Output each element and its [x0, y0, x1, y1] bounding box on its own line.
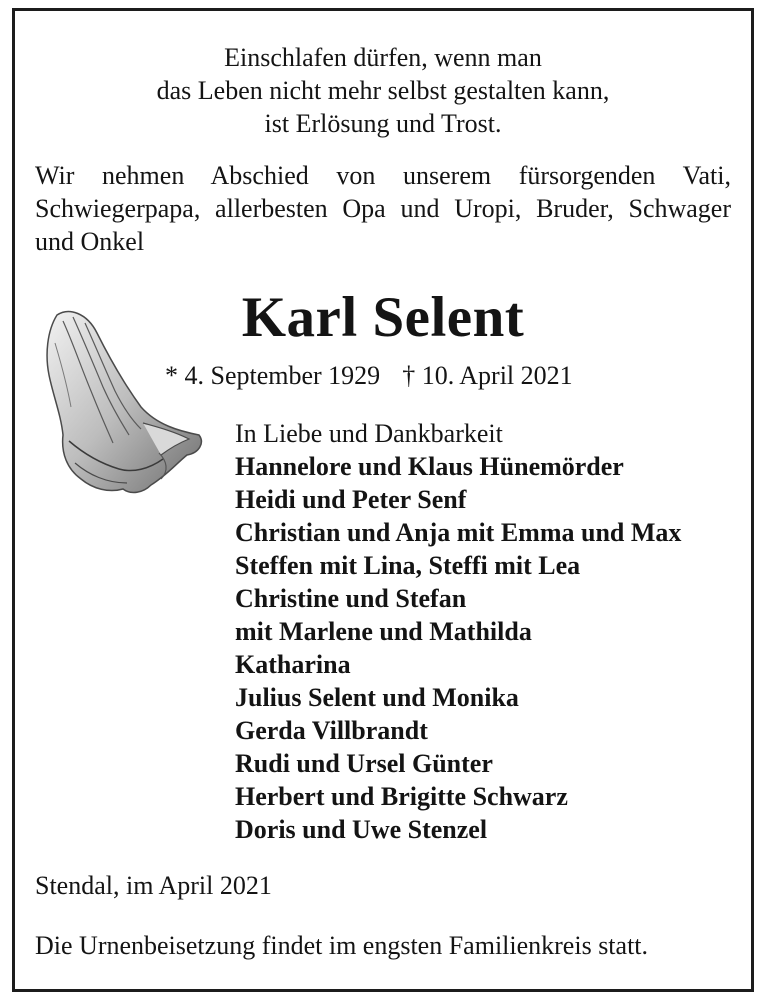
- mourner-entry: Doris und Uwe Stenzel: [235, 815, 488, 844]
- mourner-entry: mit Marlene und Mathilda: [235, 617, 532, 646]
- life-dates: [165, 359, 573, 392]
- memorial-quote: [15, 41, 751, 140]
- mourner-entry: Steffen mit Lina, Steffi mit Lea: [235, 551, 581, 580]
- farewell-text: [35, 159, 731, 258]
- quote-line: Einschlafen dürfen, wenn man: [224, 43, 542, 72]
- death-date: † 10. April 2021: [402, 361, 573, 390]
- quote-line: das Leben nicht mehr selbst gestalten kann,: [156, 76, 610, 105]
- mourner-entry: Christine und Stefan: [235, 584, 467, 613]
- mourners-lead: In Liebe und Dankbarkeit: [235, 419, 503, 448]
- burial-note: Die Urnenbeisetzung findet im engsten Familienkreis statt.: [35, 931, 649, 960]
- place-and-date: Stendal, im April 2021: [35, 871, 272, 900]
- mourner-entry: Julius Selent und Monika: [235, 683, 519, 712]
- mourner-entry: Herbert und Brigitte Schwarz: [235, 782, 568, 811]
- obituary-frame: [12, 8, 754, 992]
- farewell-line: und Onkel: [35, 227, 145, 256]
- quote-line: ist Erlösung und Trost.: [264, 109, 502, 138]
- birth-date: * 4. September 1929: [165, 361, 381, 390]
- mourner-entry: Rudi und Ursel Günter: [235, 749, 493, 778]
- mourners-list: [235, 417, 681, 846]
- praying-hands-icon: [39, 303, 209, 503]
- mourner-entry: Hannelore und Klaus Hünemörder: [235, 452, 624, 481]
- mourner-entry: Katharina: [235, 650, 351, 679]
- mourner-entry: Heidi und Peter Senf: [235, 485, 467, 514]
- mourner-entry: Gerda Villbrandt: [235, 716, 428, 745]
- farewell-line: Schwiegerpapa, allerbesten Opa und Uropi, Bruder, Schwager: [35, 194, 731, 223]
- farewell-line: Wir nehmen Abschied von unserem fürsorgenden Vati,: [35, 161, 731, 190]
- deceased-name: Karl Selent: [241, 286, 525, 349]
- mourner-entry: Christian und Anja mit Emma und Max: [235, 518, 682, 547]
